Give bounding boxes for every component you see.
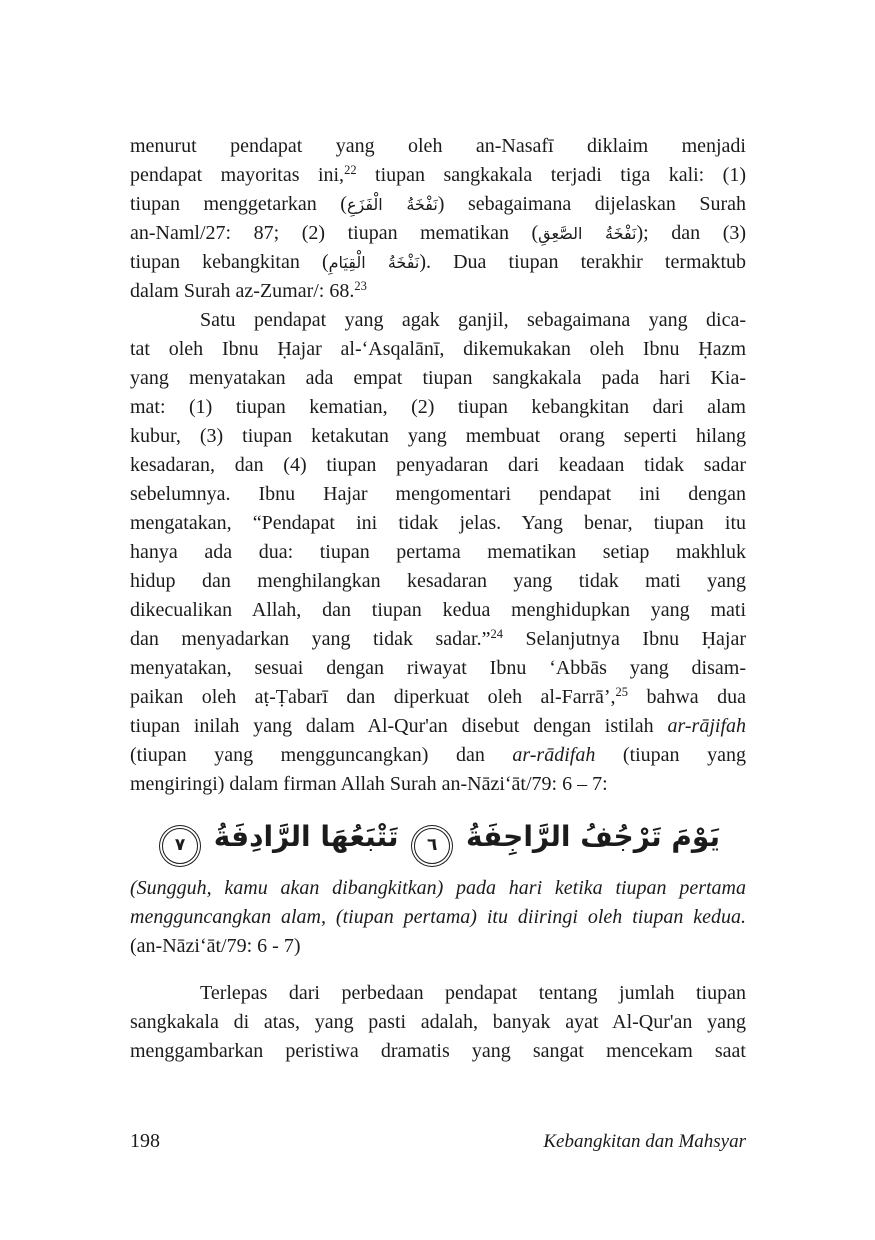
ayah-marker-7: ٧	[162, 828, 198, 864]
footnote-reference: 24	[490, 627, 503, 641]
text-line: menggambarkan peristiwa dramatis yang sangat mencekam saat	[130, 1040, 746, 1062]
footnote-reference: 23	[354, 279, 367, 293]
text-line: tiupan inilah yang dalam Al-Qur'an disebut dengan istilah ar-rājifah	[130, 715, 746, 737]
inline-arabic-phrase: نَفْخَةُ الْقِيَامِ	[328, 253, 420, 272]
text-line: mengguncangkan alam, (tiupan pertama) itu diiringi oleh tiupan kedua.	[130, 906, 746, 928]
text-block	[130, 132, 746, 1066]
verse-text-1: يَوْمَ تَرْجُفُ الرَّاجِفَةُ	[466, 820, 720, 853]
text-line: dikecualikan Allah, dan tiupan kedua menghidupkan yang mati	[130, 599, 746, 621]
text-line: mengiringi) dalam firman Allah Surah an-Nāzi‘āt/79: 6 – 7:	[130, 773, 608, 795]
text-line: Satu pendapat yang agak ganjil, sebagaimana yang dica-	[200, 309, 746, 331]
text-line: mat: (1) tiupan kematian, (2) tiupan kebangkitan dari alam	[130, 396, 746, 418]
page-number: 198	[130, 1130, 160, 1152]
inline-arabic-phrase: نَفْخَةُ الْفَزَعِ	[346, 195, 438, 214]
text-line: sangkakala di atas, yang pasti adalah, banyak ayat Al-Qur'an yang	[130, 1011, 746, 1033]
text-line: dan menyadarkan yang tidak sadar.”$^{24}$ Selanjutnya Ibnu Ḥajar	[130, 627, 746, 650]
text-line: an-Naml/27: 87; (2) tiupan mematikan (نَفْخَةُ الصَّعِقِ); dan (3)	[130, 222, 747, 244]
text-line: dalam Surah az-Zumar/: 68.23	[130, 279, 367, 302]
paragraph	[130, 874, 746, 961]
text-line: mengatakan, “Pendapat ini tidak jelas. Yang benar, tiupan itu	[130, 512, 746, 534]
footer	[130, 1130, 746, 1153]
inline-arabic-phrase: نَفْخَةُ الصَّعِقِ	[538, 224, 637, 243]
paragraph	[130, 979, 746, 1066]
verse-text-2: تَتْبَعُهَا الرَّادِفَةُ	[213, 820, 399, 853]
text-line: pendapat mayoritas ini,$^{22}$ tiupan sangkakala terjadi tiga kali: (1)	[130, 163, 747, 186]
text-line: tat oleh Ibnu Ḥajar al-‘Asqalānī, dikemukakan oleh Ibnu Ḥazm	[130, 338, 746, 360]
text-line: menyatakan, sesuai dengan riwayat Ibnu ‘Abbās yang disam-	[130, 657, 746, 679]
text-line: tiupan menggetarkan (نَفْخَةُ الْفَزَعِ) sebagaimana dijelaskan Surah	[130, 193, 747, 215]
footnote-reference: 25	[615, 685, 629, 699]
text-line: hanya ada dua: tiupan pertama mematikan setiap makhluk	[130, 541, 746, 563]
text-line: kubur, (3) tiupan ketakutan yang membuat orang seperti hilang	[130, 425, 746, 447]
text-line: (an-Nāzi‘āt/79: 6 - 7)	[130, 935, 301, 957]
text-line: menurut pendapat yang oleh an-Nasafī diklaim menjadi	[130, 135, 746, 157]
arabic-verse	[130, 799, 746, 874]
text-line: tiupan kebangkitan (نَفْخَةُ الْقِيَامِ). Dua tiupan terakhir termaktub	[130, 251, 747, 273]
text-line: (tiupan yang mengguncangkan) dan ar-rādifah (tiupan yang	[130, 744, 746, 766]
paragraph	[130, 132, 746, 306]
text-line: paikan oleh aṭ-Ṭabarī dan diperkuat oleh al-Farrā’,$^{25}$ bahwa dua	[130, 685, 746, 708]
text-line: sebelumnya. Ibnu Hajar mengomentari pendapat ini dengan	[130, 483, 746, 505]
running-title: Kebangkitan dan Mahsyar	[543, 1131, 746, 1152]
text-line: yang menyatakan ada empat tiupan sangkakala pada hari Kia-	[130, 367, 746, 389]
text-line: hidup dan menghilangkan kesadaran yang tidak mati yang	[130, 570, 746, 592]
text-line: Terlepas dari perbedaan pendapat tentang jumlah tiupan	[200, 982, 746, 1004]
text-line: (Sungguh, kamu akan dibangkitkan) pada hari ketika tiupan pertama	[130, 877, 746, 899]
paragraph	[130, 306, 746, 799]
ayah-marker-6: ٦	[414, 828, 450, 864]
footnote-reference: 22	[344, 163, 357, 177]
text-line: kesadaran, dan (4) tiupan penyadaran dari keadaan tidak sadar	[130, 454, 746, 476]
